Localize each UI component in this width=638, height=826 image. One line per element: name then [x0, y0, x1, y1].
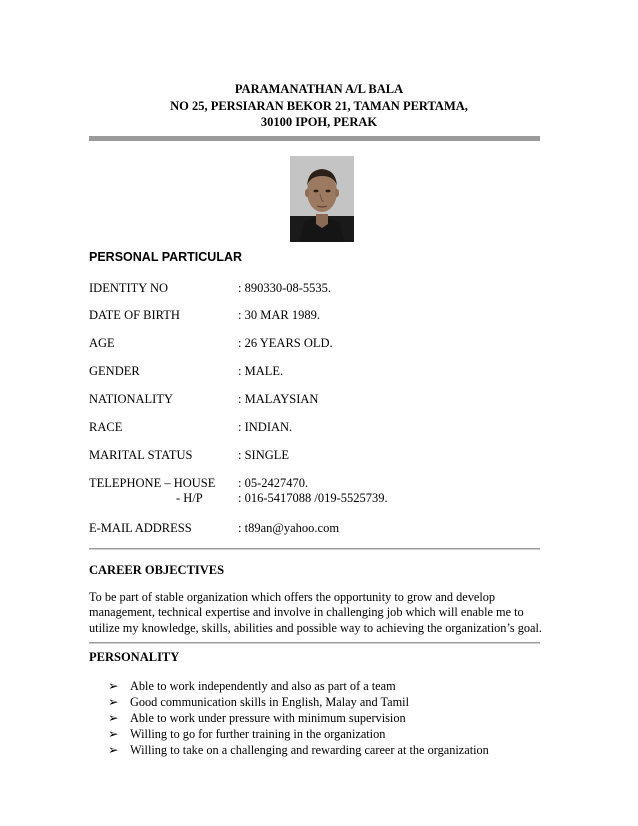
- nationality-value: : MALAYSIAN: [238, 392, 319, 406]
- date-of-birth-value: : 30 MAR 1989.: [238, 308, 320, 322]
- section-divider: [89, 642, 540, 644]
- list-item: [108, 727, 385, 742]
- age-value: : 26 YEARS OLD.: [238, 336, 333, 350]
- email-value: : t89an@yahoo.com: [238, 521, 340, 535]
- candidate-name: PARAMANATHAN A/L BALA: [234, 82, 404, 96]
- gender-label: GENDER: [89, 364, 140, 378]
- section-divider: [89, 548, 540, 550]
- personality-item: Able to work under pressure with minimum supervision: [130, 711, 406, 725]
- age-label: AGE: [89, 336, 115, 350]
- career-objectives-title: CAREER OBJECTIVES: [89, 563, 225, 577]
- nationality-label: NATIONALITY: [89, 392, 174, 406]
- address-line-1: NO 25, PERSIARAN BEKOR 21, TAMAN PERTAMA,: [170, 99, 468, 113]
- personality-title: PERSONALITY: [89, 650, 180, 664]
- telephone-house-label: TELEPHONE – HOUSE: [89, 476, 216, 490]
- list-item: [108, 695, 409, 710]
- personality-item: Able to work independently and also as part of a team: [130, 679, 396, 693]
- telephone-house-value: : 05-2427470.: [238, 476, 309, 490]
- personality-item: Willing to go for further training in the organization: [130, 727, 386, 741]
- personality-item: Willing to take on a challenging and rewarding career at the organization: [130, 743, 489, 757]
- list-item: [108, 743, 489, 758]
- race-label: RACE: [89, 420, 123, 434]
- address-line-2: 30100 IPOH, PERAK: [260, 115, 378, 129]
- marital-status-value: : SINGLE: [238, 448, 290, 462]
- list-item: [108, 679, 396, 694]
- career-objectives-line: management, technical expertise and involve in challenging job which will enable me to: [89, 605, 524, 619]
- arrow-bullet-icon: ➢: [108, 679, 119, 693]
- arrow-bullet-icon: ➢: [108, 743, 119, 757]
- arrow-bullet-icon: ➢: [108, 727, 119, 741]
- telephone-hp-value: : 016-5417088 /019-5525739.: [238, 491, 388, 505]
- email-label: E-MAIL ADDRESS: [89, 521, 192, 535]
- arrow-bullet-icon: ➢: [108, 695, 119, 709]
- career-objectives-line: utilize my knowledge, skills, abilities and possible way to achieving the organization’s goal.: [89, 621, 542, 635]
- identity-no-value: : 890330-08-5535.: [238, 281, 332, 295]
- race-value: : INDIAN.: [238, 420, 293, 434]
- marital-status-label: MARITAL STATUS: [89, 448, 193, 462]
- gender-value: : MALE.: [238, 364, 284, 378]
- personality-item: Good communication skills in English, Malay and Tamil: [130, 695, 409, 709]
- personal-particular-title: PERSONAL PARTICULAR: [89, 250, 243, 264]
- arrow-bullet-icon: ➢: [108, 711, 119, 725]
- header-divider: [89, 136, 540, 141]
- telephone-hp-label: - H/P: [176, 491, 203, 505]
- list-item: [108, 711, 406, 726]
- date-of-birth-label: DATE OF BIRTH: [89, 308, 180, 322]
- identity-no-label: IDENTITY NO: [89, 281, 169, 295]
- career-objectives-line: To be part of stable organization which offers the opportunity to grow and develop: [89, 590, 496, 604]
- profile-photo: [290, 156, 354, 242]
